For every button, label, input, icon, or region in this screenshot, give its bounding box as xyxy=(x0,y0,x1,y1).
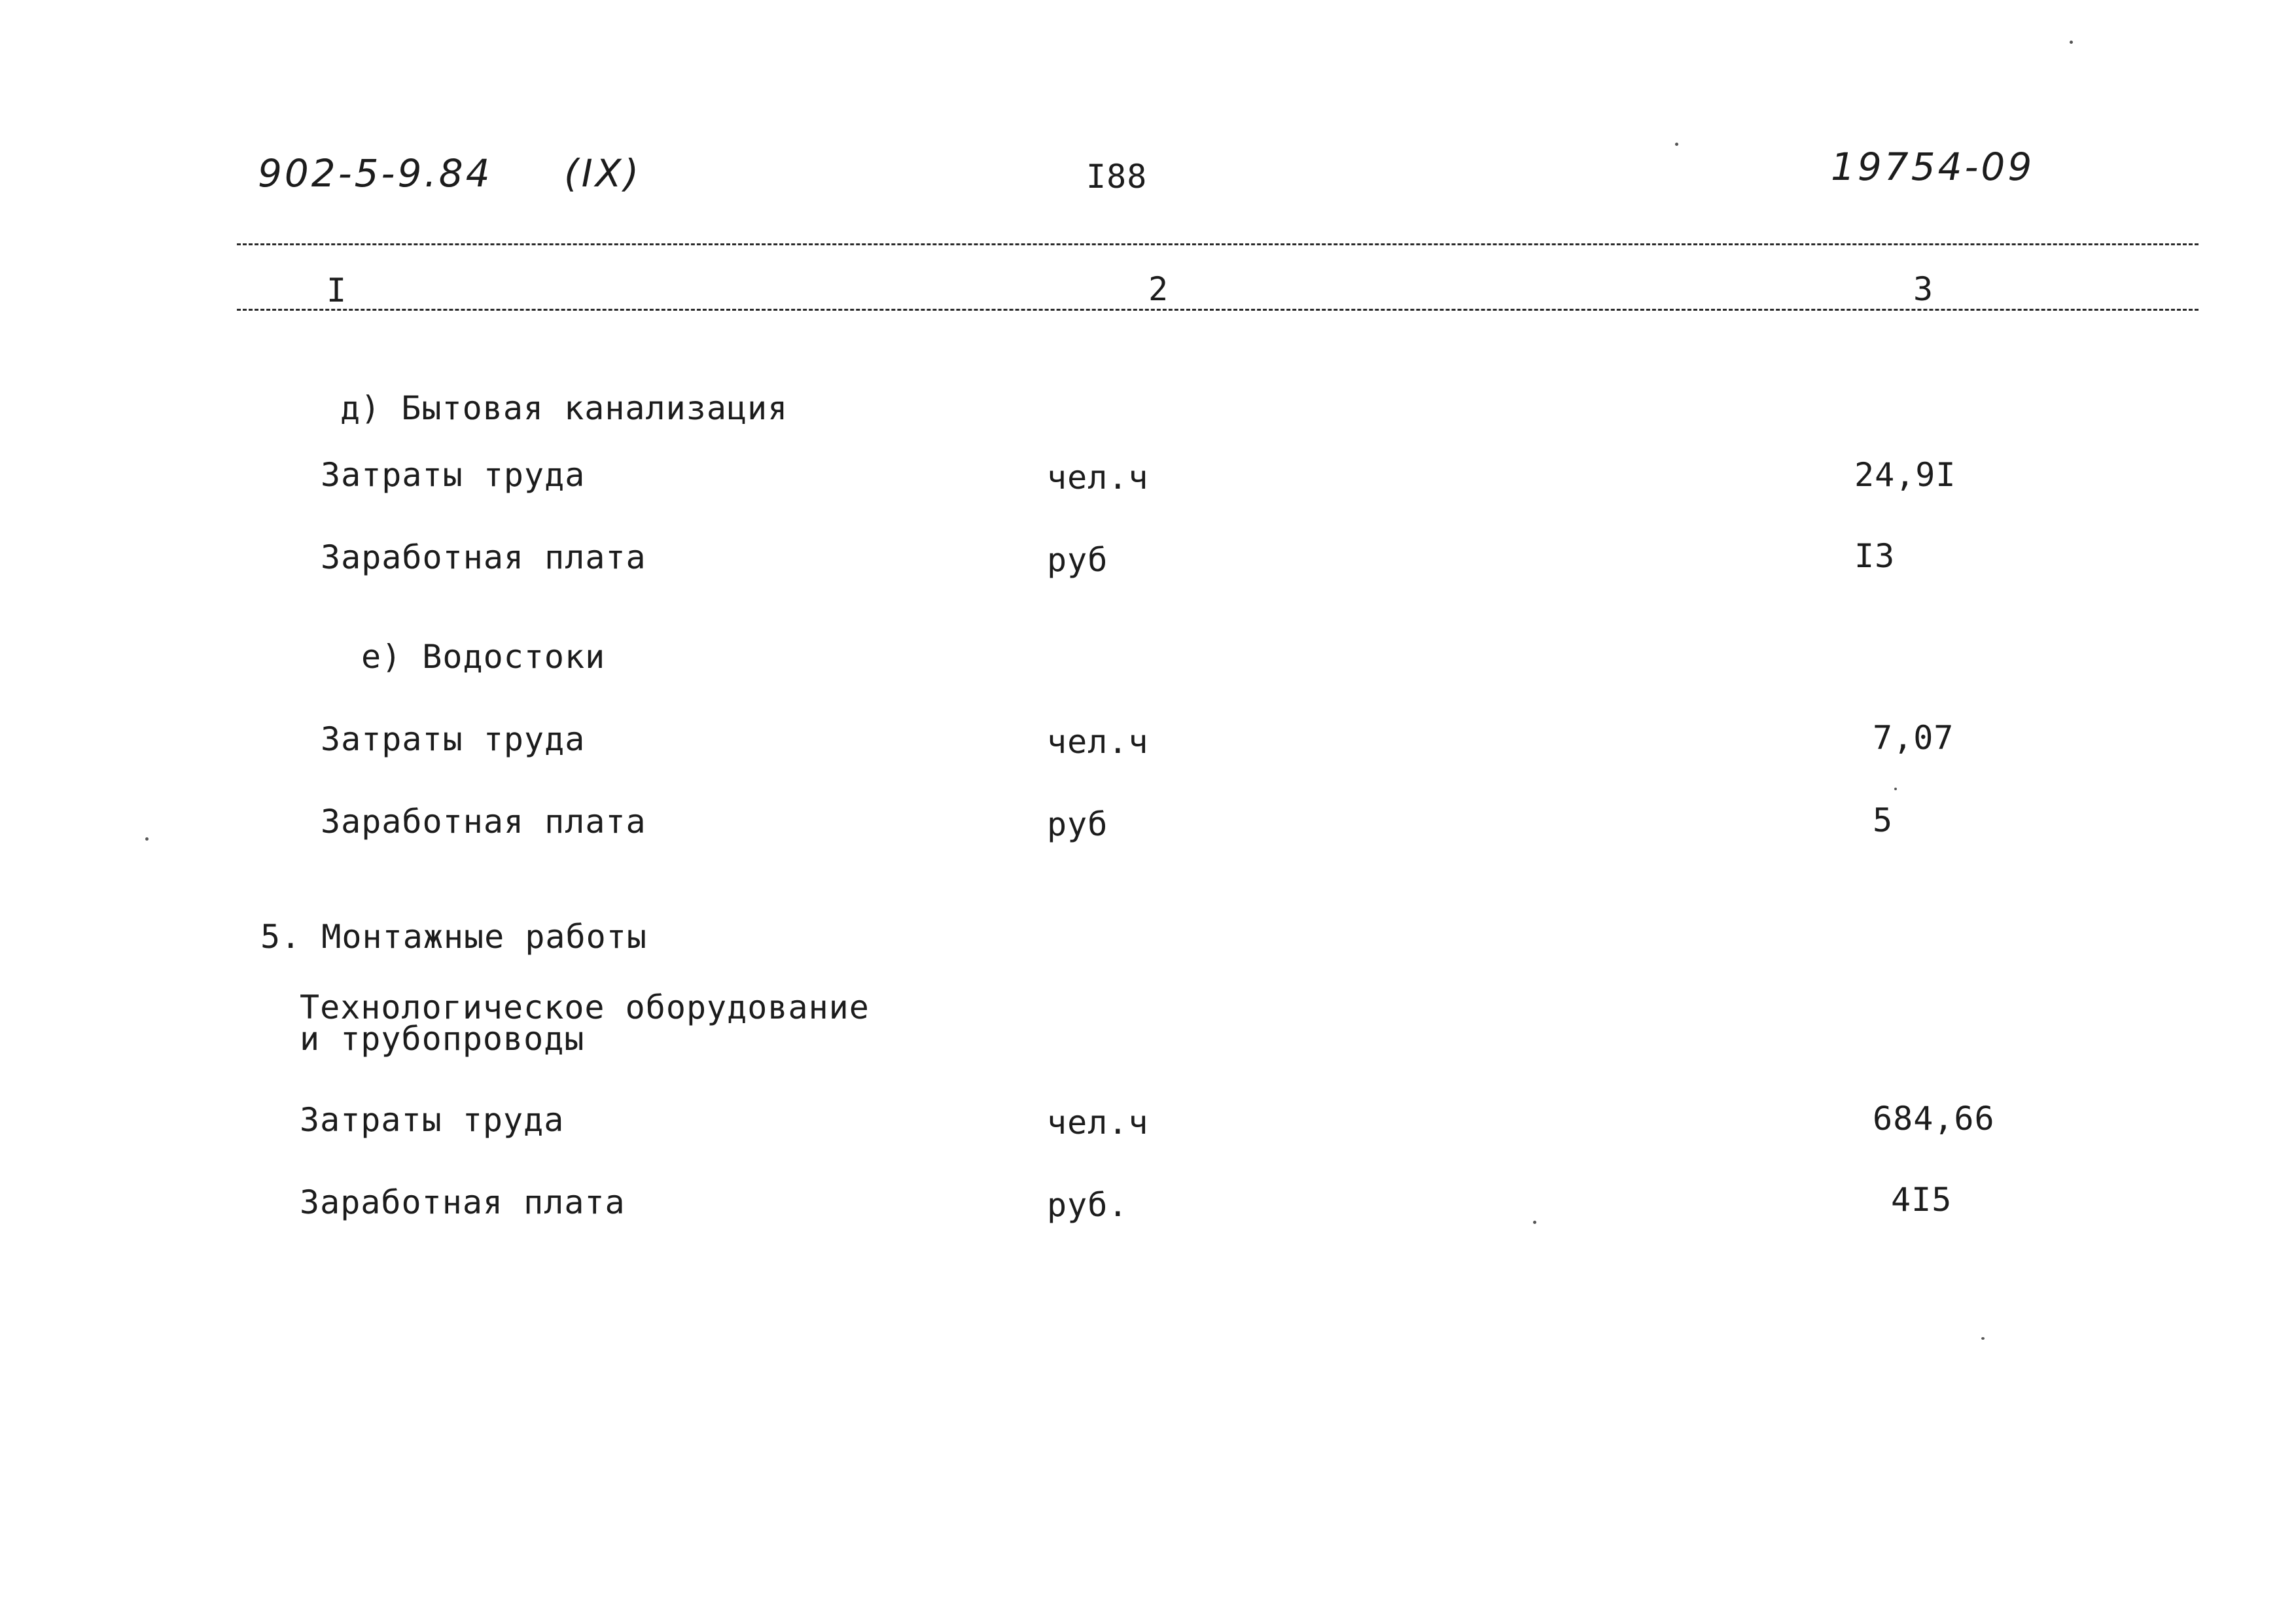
album-number: (IX) xyxy=(564,151,642,196)
row-value: I3 xyxy=(1854,537,1896,575)
row-label: Затраты труда xyxy=(300,1101,565,1139)
section-title: е) Водостоки xyxy=(361,638,606,676)
column-number-1: I xyxy=(323,272,350,309)
scan-speck xyxy=(145,837,149,841)
row-value: 5 xyxy=(1873,801,1894,839)
column-number-3: 3 xyxy=(1909,271,1937,307)
scan-speck xyxy=(1894,788,1897,790)
row-label: Заработная плата xyxy=(321,538,646,576)
section-title: д) Бытовая канализация xyxy=(340,389,788,427)
row-value: 684,66 xyxy=(1873,1100,1995,1138)
row-unit: чел.ч xyxy=(1047,723,1149,761)
scan-speck xyxy=(1675,143,1678,146)
row-label: Затраты труда xyxy=(321,720,586,758)
row-unit: руб xyxy=(1047,541,1108,579)
row-value: 7,07 xyxy=(1873,719,1954,757)
row-label: Заработная плата xyxy=(300,1183,626,1221)
column-number-2: 2 xyxy=(1144,271,1172,307)
row-label: Заработная плата xyxy=(321,803,646,841)
row-value: 4I5 xyxy=(1891,1181,1952,1219)
header-rule-top xyxy=(237,243,2199,245)
doc-code: 902-5-9.84 xyxy=(258,151,493,196)
row-unit: руб. xyxy=(1047,1186,1129,1224)
row-unit: руб xyxy=(1047,805,1108,843)
page-number: I88 xyxy=(1086,158,1148,196)
scan-speck xyxy=(1533,1221,1536,1224)
section-title: 5. Монтажные работы xyxy=(260,918,647,956)
row-label: Затраты труда xyxy=(321,456,586,494)
row-unit: чел.ч xyxy=(1047,459,1149,497)
row-unit: чел.ч xyxy=(1047,1104,1149,1142)
scan-speck xyxy=(2070,41,2073,44)
scan-speck xyxy=(1981,1337,1985,1340)
section-subtitle: Технологическое оборудование xyxy=(300,988,870,1026)
section-subtitle: и трубопроводы xyxy=(300,1020,585,1058)
row-value: 24,9I xyxy=(1854,456,1956,494)
inventory-number: 19754-09 xyxy=(1831,145,2035,189)
header-rule-bottom xyxy=(237,309,2199,311)
